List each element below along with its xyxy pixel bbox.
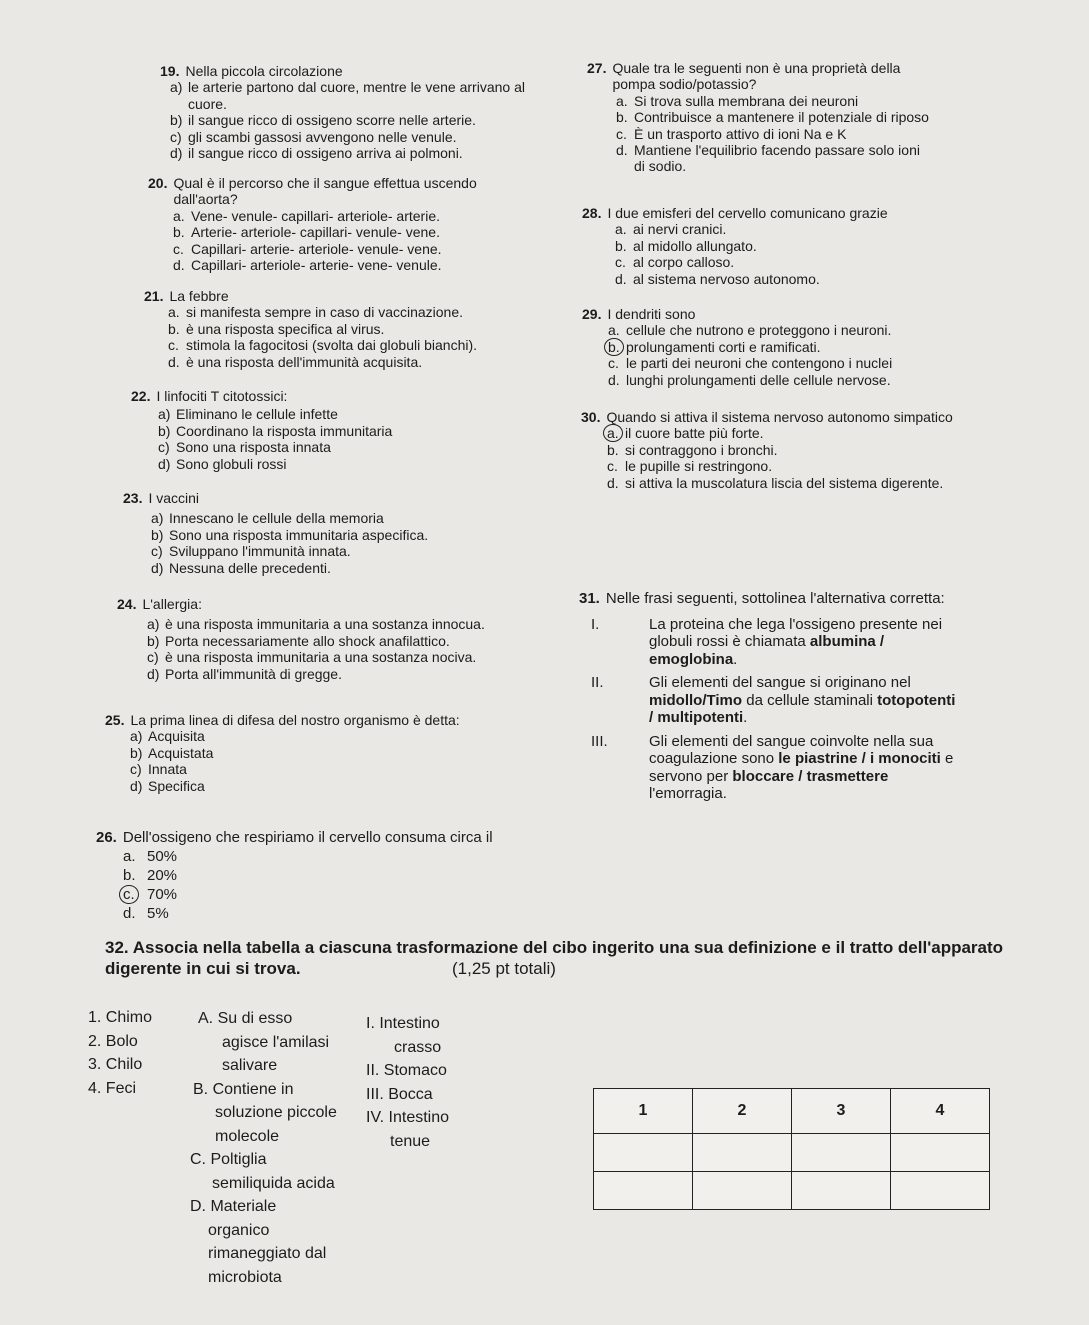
option-c: c) è una risposta immunitaria a una sostanza nociva. (147, 649, 477, 666)
question-title: I vaccini (148, 490, 200, 506)
option-b: b. è una risposta specifica al virus. (168, 320, 385, 337)
answer-cell[interactable] (594, 1172, 693, 1210)
question-number: 22. (131, 388, 151, 404)
question-number: 21. (144, 288, 164, 304)
definition-line: organico (208, 1221, 270, 1239)
question-title: La febbre (169, 288, 229, 304)
definition-line: B. Contiene in (193, 1080, 294, 1098)
option-d: d) Specifica (130, 777, 205, 794)
answer-cell[interactable] (693, 1134, 792, 1172)
definitions-column (190, 1007, 337, 1289)
definition-line: C. Poltiglia (190, 1151, 267, 1168)
option-b: b. Contribuisce a mantenere il potenziale di riposo (616, 109, 929, 126)
option-b: b. 20% (123, 867, 178, 884)
answer-table (593, 1088, 990, 1210)
question-title: I due emisferi del cervello comunicano grazie (607, 205, 888, 221)
term-item: 1. Chimo (88, 1009, 153, 1026)
option-c: c. le pupille si restringono. (607, 458, 773, 475)
option-a: a) Innescano le cellule della memoria (151, 510, 384, 527)
question-number: 19. (160, 63, 180, 79)
question-25 (105, 712, 555, 794)
option-b: b) Coordinano la risposta immunitaria (158, 422, 393, 439)
tract-line: tenue (390, 1132, 431, 1150)
option-b: b) Sono una risposta immunitaria aspecifica. (151, 526, 429, 543)
option-c: c. Capillari- arterie- arteriole- venule- vene. (173, 240, 442, 257)
option-c: c. le parti dei neuroni che contengono i nuclei (608, 355, 893, 372)
question-20 (148, 175, 518, 273)
statement-2: II. Gli elementi del sangue si originano nel midollo/Timo da cellule staminali totopotenti / multipotenti. (591, 674, 956, 726)
answer-cell[interactable] (693, 1172, 792, 1210)
option-d: d. è una risposta dell'immunità acquisita. (168, 353, 423, 370)
definition-line: molecole (215, 1127, 280, 1145)
option-d: d) il sangue ricco di ossigeno arriva ai polmoni. (170, 145, 463, 162)
points-label: (1,25 pt totali) (452, 959, 556, 978)
question-number: 27. (587, 60, 607, 76)
option-b: b) il sangue ricco di ossigeno scorre nelle arterie. (170, 112, 476, 129)
question-31 (579, 590, 959, 803)
tract-line: crasso (394, 1038, 442, 1056)
option-a: a) Eliminano le cellule infette (158, 406, 338, 423)
option-d: d) Porta all'immunità di gregge. (147, 665, 342, 682)
table-header-cell: 2 (693, 1089, 792, 1134)
question-19 (160, 63, 560, 161)
question-30 (581, 409, 961, 491)
option-d: d. al sistema nervoso autonomo. (615, 270, 820, 287)
answer-cell[interactable] (792, 1134, 891, 1172)
option-b: b) Acquistata (130, 744, 214, 761)
option-a: a. 50% (123, 848, 178, 865)
question-number: 25. (105, 712, 125, 728)
question-number: 23. (123, 490, 143, 506)
question-title: Qual è il percorso che il sangue effettua uscendo dall'aorta? (173, 175, 477, 208)
option-d: d. si attiva la muscolatura liscia del sistema digerente. (607, 474, 944, 491)
option-c: c. al corpo calloso. (615, 254, 735, 271)
question-title: La prima linea di difesa del nostro organismo è detta: (130, 712, 460, 728)
answer-cell[interactable] (792, 1172, 891, 1210)
question-title: I linfociti T citotossici: (156, 388, 288, 404)
tract-line: I. Intestino (366, 1015, 440, 1032)
question-title: L'allergia: (142, 596, 202, 612)
question-number: 20. (148, 175, 168, 191)
option-d: d. lunghi prolungamenti delle cellule nervose. (608, 371, 891, 388)
statement-1: I. La proteina che lega l'ossigeno presente nei globuli rossi è chiamata albumina / emoglobina. (591, 615, 943, 668)
option-a: a. si manifesta sempre in caso di vaccinazione. (168, 304, 464, 321)
option-b: b. si contraggono i bronchi. (607, 441, 778, 458)
question-number: 28. (582, 205, 602, 221)
option-d: d) Nessuna delle precedenti. (151, 559, 331, 576)
question-23 (123, 490, 523, 576)
option-b: b. prolungamenti corti e ramificati. (608, 339, 962, 355)
option-c: c) Innata (130, 761, 187, 778)
table-row (594, 1172, 990, 1210)
question-number: 30. (581, 409, 601, 425)
option-c: c. È un trasporto attivo di ioni Na e K (616, 125, 847, 142)
question-title: Nelle frasi seguenti, sottolinea l'alternativa corretta: (605, 590, 945, 607)
term-item: 2. Bolo (88, 1032, 138, 1050)
question-28 (582, 205, 962, 287)
question-title: Quando si attiva il sistema nervoso autonomo simpatico (606, 409, 953, 425)
statement-3: III. Gli elementi del sangue coinvolte nella sua coagulazione sono le piastrine / i monociti e servono per bloccare / trasmettere l'emorragia. (591, 732, 954, 802)
tracts-column (366, 1012, 449, 1153)
table-header-cell: 1 (594, 1089, 693, 1134)
option-c: c) Sviluppano l'immunità innata. (151, 543, 351, 560)
option-c: c) Sono una risposta innata (158, 439, 331, 456)
definition-line: rimaneggiato dal (208, 1245, 327, 1262)
question-number: 26. (96, 829, 117, 846)
answer-cell[interactable] (594, 1134, 693, 1172)
definition-line: semiliquida acida (212, 1174, 335, 1192)
option-c: c. stimola la fagocitosi (svolta dai globuli bianchi). (168, 337, 478, 354)
option-c: c. 70% (123, 885, 556, 904)
question-number: 31. (579, 590, 600, 607)
option-d: d. 5% (123, 905, 169, 922)
definition-line: A. Su di esso (198, 1010, 293, 1027)
answer-cell[interactable] (891, 1172, 990, 1210)
tract-line: IV. Intestino (366, 1109, 450, 1126)
question-22 (131, 388, 511, 472)
question-title: Quale tra le seguenti non è una proprietà della pompa sodio/potassio? (612, 60, 901, 93)
option-a: a) le arterie partono dal cuore, mentre le vene arrivano al cuore. (170, 79, 525, 112)
answer-circle-mark: c. (119, 885, 139, 904)
term-item: 3. Chilo (88, 1056, 143, 1073)
option-b: b) Porta necessariamente allo shock anafilattico. (147, 632, 450, 649)
definition-line: salivare (222, 1057, 278, 1074)
table-header-row (594, 1089, 990, 1134)
terms-column (88, 1006, 152, 1100)
definition-line: agisce l'amilasi (222, 1033, 330, 1051)
question-24 (117, 596, 557, 682)
option-a: a. cellule che nutrono e proteggono i neuroni. (608, 322, 892, 339)
option-c: c) gli scambi gassosi avvengono nelle venule. (170, 128, 457, 145)
question-number: 29. (582, 306, 602, 322)
option-a: a) è una risposta immunitaria a una sostanza innocua. (147, 616, 485, 633)
definition-line: soluzione piccole (215, 1104, 337, 1121)
option-a: a. il cuore batte più forte. (607, 425, 961, 441)
table-header-cell: 4 (891, 1089, 990, 1134)
option-b: b. al midollo allungato. (615, 237, 757, 254)
tract-line: III. Bocca (366, 1085, 433, 1103)
question-32 (105, 937, 1005, 979)
option-a: a) Acquisita (130, 728, 205, 745)
question-title: 32. Associa nella tabella a ciascuna trasformazione del cibo ingerito una sua definizione e il tratto dell'apparato digerente in cui si trova. (105, 938, 1004, 978)
definition-line: microbiota (208, 1268, 282, 1286)
table-header-cell: 3 (792, 1089, 891, 1134)
question-number: 24. (117, 596, 137, 612)
option-d: d) Sono globuli rossi (158, 455, 287, 472)
option-a: a. ai nervi cranici. (615, 221, 727, 238)
option-a: a. Vene- venule- capillari- arteriole- arterie. (173, 207, 440, 224)
question-21 (144, 288, 544, 370)
question-27 (587, 60, 932, 175)
answer-circle-mark: a. (603, 424, 623, 442)
question-title: Dell'ossigeno che respiriamo il cervello consuma circa il (122, 829, 493, 846)
question-26 (96, 828, 556, 923)
answer-cell[interactable] (891, 1134, 990, 1172)
table-row (594, 1134, 990, 1172)
answer-circle-mark: b. (604, 338, 624, 356)
definition-line: D. Materiale (190, 1198, 277, 1215)
option-d: d. Capillari- arteriole- arterie- vene- venule. (173, 257, 442, 274)
question-29 (582, 306, 962, 388)
option-b: b. Arterie- arteriole- capillari- venule- vene. (173, 224, 440, 241)
option-a: a. Si trova sulla membrana dei neuroni (616, 92, 859, 109)
option-d: d. Mantiene l'equilibrio facendo passare solo ioni di sodio. (616, 142, 920, 175)
term-item: 4. Feci (88, 1079, 137, 1097)
tract-line: II. Stomaco (366, 1062, 447, 1079)
question-title: Nella piccola circolazione (185, 63, 343, 79)
question-title: I dendriti sono (607, 306, 696, 322)
